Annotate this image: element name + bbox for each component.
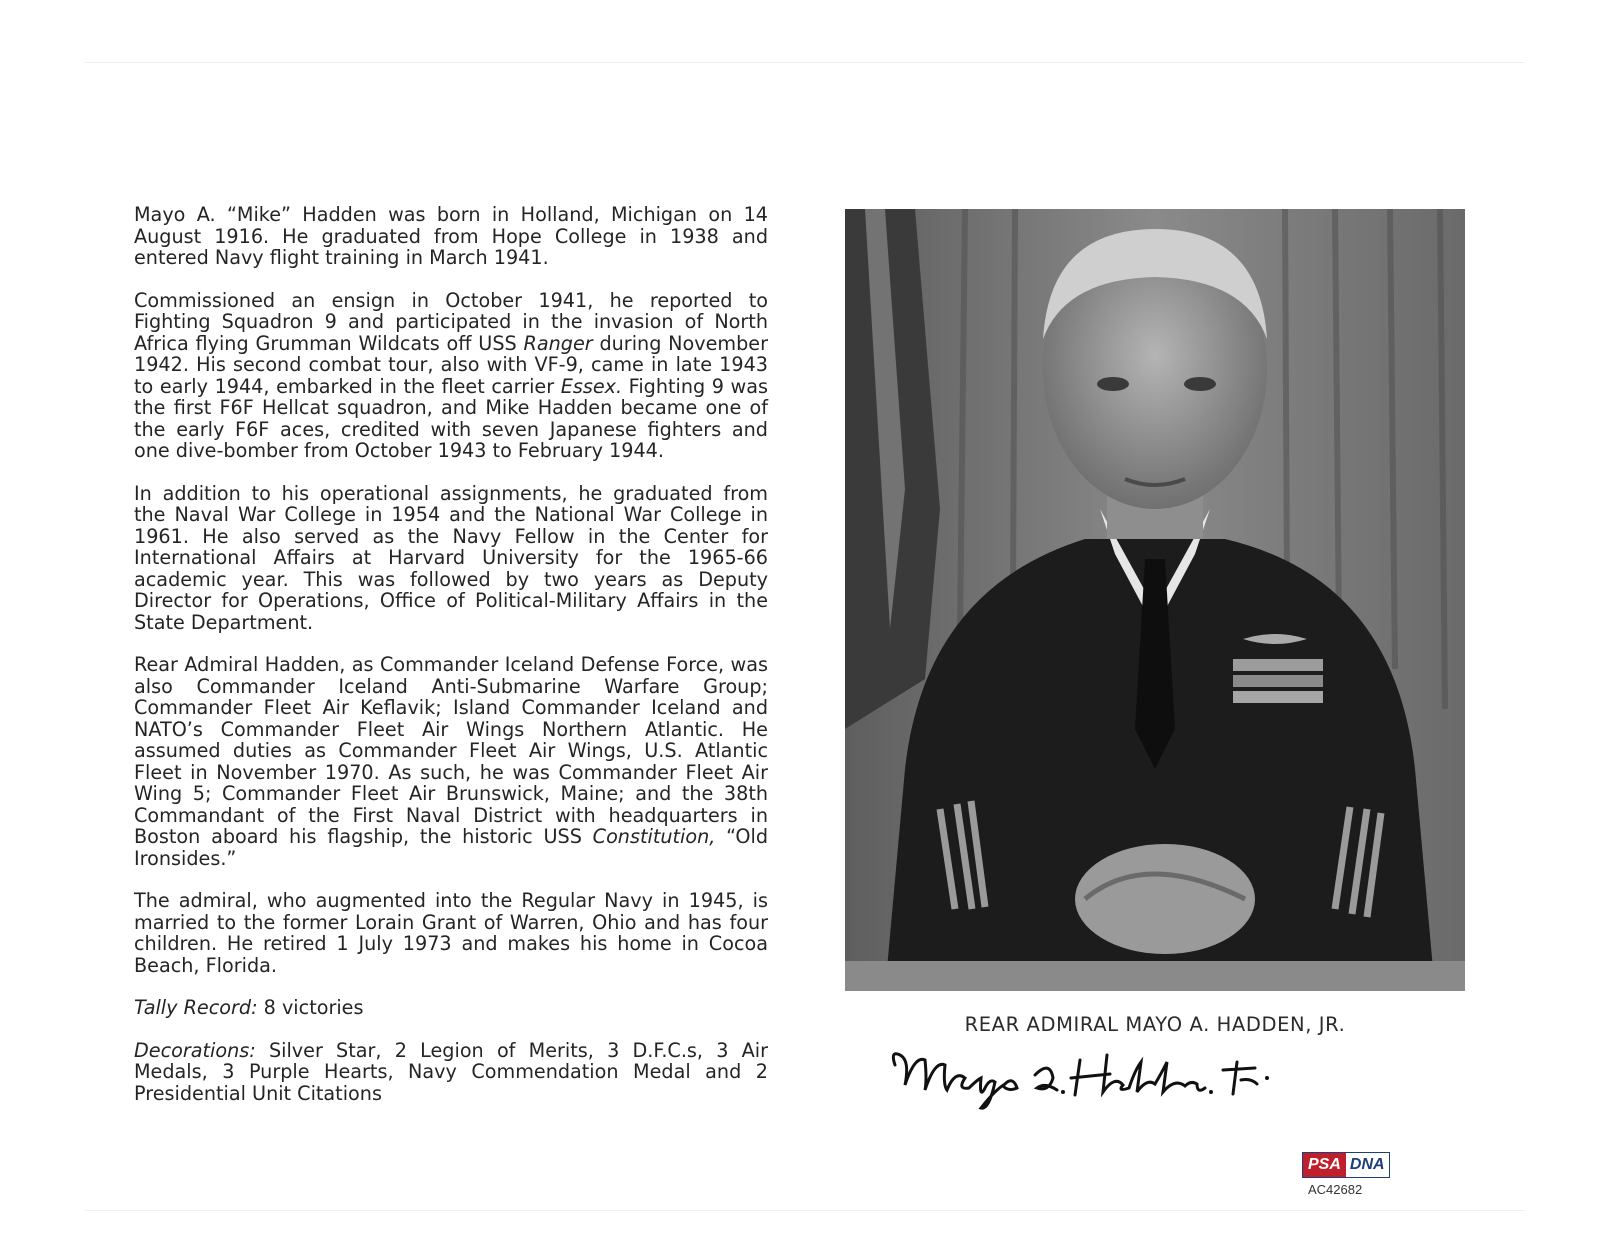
bio-text: during November 1942. His second combat tour, also with VF-9, came in late 1943 to early 1944, embarked in the fleet carrier [134, 331, 769, 398]
ship-name-constitution: Constitution, [592, 825, 716, 848]
bio-paragraph-birth [134, 204, 768, 269]
decorations-label: Decorations: [134, 1038, 256, 1062]
bio-text: Fighting 9 was the first F6F Hellcat squadron, and Mike Hadden became one of the early F6F aces, credited with seven Japanese fighters and one dive-bomber from October 1943 to February 1944. [134, 374, 769, 462]
bio-paragraph-combat [134, 290, 768, 462]
bio-text: Commissioned an ensign in October 1941, he reported to Fighting Squadron 9 and participated in the invasion of North Africa flying Grumman Wildcats off USS [134, 288, 768, 355]
ship-name-ranger: Ranger [523, 331, 593, 355]
bio-paragraph-education [134, 483, 768, 634]
tally-label: Tally Record: [134, 996, 258, 1019]
page-bottom-edge [85, 1210, 1525, 1211]
bio-text: Mayo A. “Mike” Hadden was born in Holland, Michigan on 14 August 1916. He graduated from Hope College in 1938 and entered Navy flight training in March 1941. [134, 203, 768, 269]
certificate-number: AC42682 [1308, 1182, 1363, 1197]
biography-text [134, 204, 768, 1104]
bio-text: Rear Admiral Hadden, as Commander Iceland Defense Force, was also Commander Iceland Anti-Submarine Warfare Group; Commander Fleet Air Keflavik; Island Commander Iceland and NATO’s Commander Fleet Air Wings Northern Atlantic. He assumed duties as Commander Fleet Air Wings, U.S. Atlantic Fleet in November 1970. As such, he was Commander Fleet Air Wing 5; Commander Fleet Air Brunswick, Maine; and the 38th Commandant of the First Naval District with headquarters in Boston aboard his flagship, the historic USS [134, 653, 768, 848]
psa-logo-text: PSA [1303, 1153, 1346, 1177]
bio-paragraph-retirement [134, 890, 768, 976]
page-top-edge [85, 62, 1525, 63]
bio-paragraph-commands [134, 654, 768, 869]
decorations [134, 1040, 768, 1105]
bio-text: The admiral, who augmented into the Regular Navy in 1945, is married to the former Lorain Grant of Warren, Ohio and has four children. He retired 1 July 1973 and makes his home in Cocoa Beach, Florida. [134, 889, 768, 977]
tally-value: 8 victories [257, 996, 364, 1019]
decorations-value: Silver Star, 2 Legion of Merits, 3 D.F.C.s, 3 Air Medals, 3 Purple Hearts, Navy Commendation Medal and 2 Presidential Unit Citations [134, 1038, 768, 1105]
photo-caption: REAR ADMIRAL MAYO A. HADDEN, JR. [964, 1013, 1346, 1036]
bio-text: “Old Ironsides.” [134, 825, 769, 870]
ship-name-essex: Essex. [560, 374, 623, 398]
psa-dna-logo [1302, 1152, 1390, 1178]
dna-logo-text: DNA [1346, 1153, 1389, 1177]
bio-text: In addition to his operational assignments, he graduated from the Naval War College in 1954 and the National War College in 1961. He also served as the Navy Fellow in the Center for International Affairs at Harvard University for the 1965-66 academic year. This was followed by two years as Deputy Director for Operations, Office of Political-Military Affairs in the State Department. [134, 481, 768, 634]
portrait-photo [845, 209, 1465, 991]
tally-record [134, 997, 768, 1019]
autograph-signature [885, 1040, 1285, 1120]
